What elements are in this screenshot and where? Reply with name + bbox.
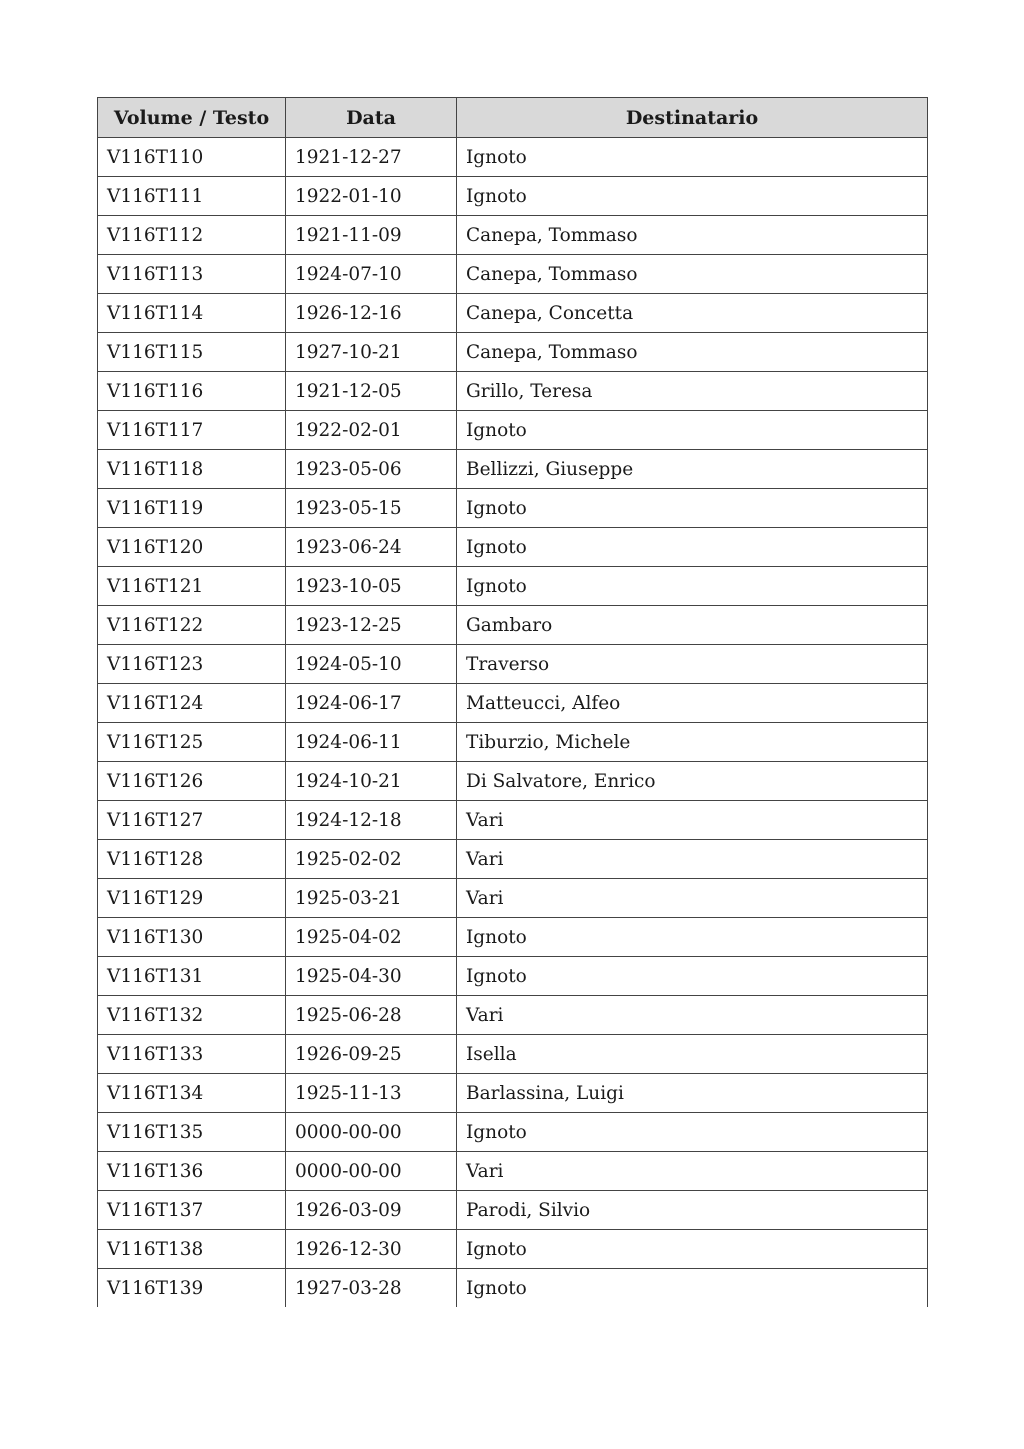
cell-volume-testo: V116T111 xyxy=(98,177,286,216)
table-row xyxy=(98,762,928,801)
cell-data: 1922-01-10 xyxy=(286,177,457,216)
table-row xyxy=(98,450,928,489)
cell-volume-testo: V116T134 xyxy=(98,1074,286,1113)
table-row xyxy=(98,294,928,333)
cell-destinatario: Grillo, Teresa xyxy=(457,372,928,411)
cell-volume-testo: V116T113 xyxy=(98,255,286,294)
cell-destinatario: Ignoto xyxy=(457,411,928,450)
table-row xyxy=(98,567,928,606)
cell-volume-testo: V116T127 xyxy=(98,801,286,840)
cell-data: 1926-03-09 xyxy=(286,1191,457,1230)
cell-destinatario: Canepa, Tommaso xyxy=(457,333,928,372)
cell-volume-testo: V116T128 xyxy=(98,840,286,879)
table-row xyxy=(98,684,928,723)
cell-destinatario: Tiburzio, Michele xyxy=(457,723,928,762)
cell-destinatario: Vari xyxy=(457,801,928,840)
cell-destinatario: Vari xyxy=(457,996,928,1035)
cell-volume-testo: V116T137 xyxy=(98,1191,286,1230)
cell-data: 0000-00-00 xyxy=(286,1152,457,1191)
cell-destinatario: Ignoto xyxy=(457,1269,928,1308)
cell-volume-testo: V116T138 xyxy=(98,1230,286,1269)
cell-volume-testo: V116T114 xyxy=(98,294,286,333)
cell-volume-testo: V116T125 xyxy=(98,723,286,762)
cell-volume-testo: V116T118 xyxy=(98,450,286,489)
table-row xyxy=(98,528,928,567)
table-row xyxy=(98,1152,928,1191)
table-row xyxy=(98,1230,928,1269)
cell-destinatario: Parodi, Silvio xyxy=(457,1191,928,1230)
table-row xyxy=(98,918,928,957)
table-row xyxy=(98,1113,928,1152)
cell-volume-testo: V116T139 xyxy=(98,1269,286,1308)
table-row xyxy=(98,411,928,450)
header-row xyxy=(98,98,928,138)
table-row xyxy=(98,879,928,918)
cell-data: 1921-12-05 xyxy=(286,372,457,411)
cell-destinatario: Matteucci, Alfeo xyxy=(457,684,928,723)
cell-data: 1923-05-15 xyxy=(286,489,457,528)
cell-data: 1925-02-02 xyxy=(286,840,457,879)
cell-data: 1923-05-06 xyxy=(286,450,457,489)
cell-destinatario: Traverso xyxy=(457,645,928,684)
cell-destinatario: Ignoto xyxy=(457,1113,928,1152)
cell-volume-testo: V116T129 xyxy=(98,879,286,918)
cell-destinatario: Barlassina, Luigi xyxy=(457,1074,928,1113)
cell-data: 1925-06-28 xyxy=(286,996,457,1035)
cell-destinatario: Ignoto xyxy=(457,1230,928,1269)
table-row xyxy=(98,606,928,645)
table-row xyxy=(98,645,928,684)
cell-volume-testo: V116T132 xyxy=(98,996,286,1035)
cell-data: 1924-05-10 xyxy=(286,645,457,684)
cell-volume-testo: V116T133 xyxy=(98,1035,286,1074)
table-row xyxy=(98,255,928,294)
cell-destinatario: Ignoto xyxy=(457,957,928,996)
cell-destinatario: Ignoto xyxy=(457,567,928,606)
cell-volume-testo: V116T122 xyxy=(98,606,286,645)
cell-volume-testo: V116T112 xyxy=(98,216,286,255)
cell-volume-testo: V116T119 xyxy=(98,489,286,528)
table-row xyxy=(98,216,928,255)
cell-volume-testo: V116T126 xyxy=(98,762,286,801)
cell-data: 1925-04-30 xyxy=(286,957,457,996)
cell-volume-testo: V116T123 xyxy=(98,645,286,684)
cell-data: 0000-00-00 xyxy=(286,1113,457,1152)
cell-volume-testo: V116T116 xyxy=(98,372,286,411)
cell-volume-testo: V116T115 xyxy=(98,333,286,372)
cell-volume-testo: V116T110 xyxy=(98,138,286,177)
cell-data: 1923-06-24 xyxy=(286,528,457,567)
cell-destinatario: Canepa, Tommaso xyxy=(457,216,928,255)
cell-data: 1922-02-01 xyxy=(286,411,457,450)
table-row xyxy=(98,489,928,528)
cell-data: 1925-04-02 xyxy=(286,918,457,957)
cell-destinatario: Canepa, Concetta xyxy=(457,294,928,333)
table-row xyxy=(98,1269,928,1308)
cell-volume-testo: V116T121 xyxy=(98,567,286,606)
cell-volume-testo: V116T131 xyxy=(98,957,286,996)
cell-destinatario: Ignoto xyxy=(457,489,928,528)
table-row xyxy=(98,1074,928,1113)
cell-data: 1925-11-13 xyxy=(286,1074,457,1113)
cell-data: 1921-11-09 xyxy=(286,216,457,255)
cell-data: 1926-12-16 xyxy=(286,294,457,333)
table-row xyxy=(98,840,928,879)
cell-data: 1926-09-25 xyxy=(286,1035,457,1074)
cell-data: 1923-10-05 xyxy=(286,567,457,606)
cell-destinatario: Di Salvatore, Enrico xyxy=(457,762,928,801)
cell-volume-testo: V116T117 xyxy=(98,411,286,450)
cell-data: 1925-03-21 xyxy=(286,879,457,918)
letters-table xyxy=(97,97,928,1307)
cell-volume-testo: V116T136 xyxy=(98,1152,286,1191)
table-row xyxy=(98,333,928,372)
cell-volume-testo: V116T120 xyxy=(98,528,286,567)
cell-data: 1924-06-17 xyxy=(286,684,457,723)
cell-volume-testo: V116T130 xyxy=(98,918,286,957)
header-data: Data xyxy=(286,98,457,138)
cell-data: 1924-06-11 xyxy=(286,723,457,762)
cell-data: 1927-10-21 xyxy=(286,333,457,372)
table-row xyxy=(98,372,928,411)
table-row xyxy=(98,723,928,762)
table-row xyxy=(98,996,928,1035)
cell-destinatario: Ignoto xyxy=(457,918,928,957)
cell-data: 1921-12-27 xyxy=(286,138,457,177)
cell-destinatario: Ignoto xyxy=(457,528,928,567)
table-row xyxy=(98,957,928,996)
cell-data: 1924-07-10 xyxy=(286,255,457,294)
header-destinatario: Destinatario xyxy=(457,98,928,138)
cell-volume-testo: V116T135 xyxy=(98,1113,286,1152)
cell-data: 1927-03-28 xyxy=(286,1269,457,1308)
cell-data: 1924-10-21 xyxy=(286,762,457,801)
cell-data: 1923-12-25 xyxy=(286,606,457,645)
table-row xyxy=(98,177,928,216)
table-body xyxy=(98,138,928,1308)
table-row xyxy=(98,801,928,840)
cell-destinatario: Bellizzi, Giuseppe xyxy=(457,450,928,489)
cell-destinatario: Ignoto xyxy=(457,138,928,177)
cell-data: 1924-12-18 xyxy=(286,801,457,840)
cell-destinatario: Vari xyxy=(457,879,928,918)
table-row xyxy=(98,138,928,177)
table-header xyxy=(98,98,928,138)
cell-destinatario: Vari xyxy=(457,1152,928,1191)
cell-destinatario: Isella xyxy=(457,1035,928,1074)
cell-destinatario: Ignoto xyxy=(457,177,928,216)
header-volume-testo: Volume / Testo xyxy=(98,98,286,138)
cell-destinatario: Canepa, Tommaso xyxy=(457,255,928,294)
table-row xyxy=(98,1191,928,1230)
cell-destinatario: Vari xyxy=(457,840,928,879)
cell-volume-testo: V116T124 xyxy=(98,684,286,723)
cell-destinatario: Gambaro xyxy=(457,606,928,645)
table-row xyxy=(98,1035,928,1074)
cell-data: 1926-12-30 xyxy=(286,1230,457,1269)
